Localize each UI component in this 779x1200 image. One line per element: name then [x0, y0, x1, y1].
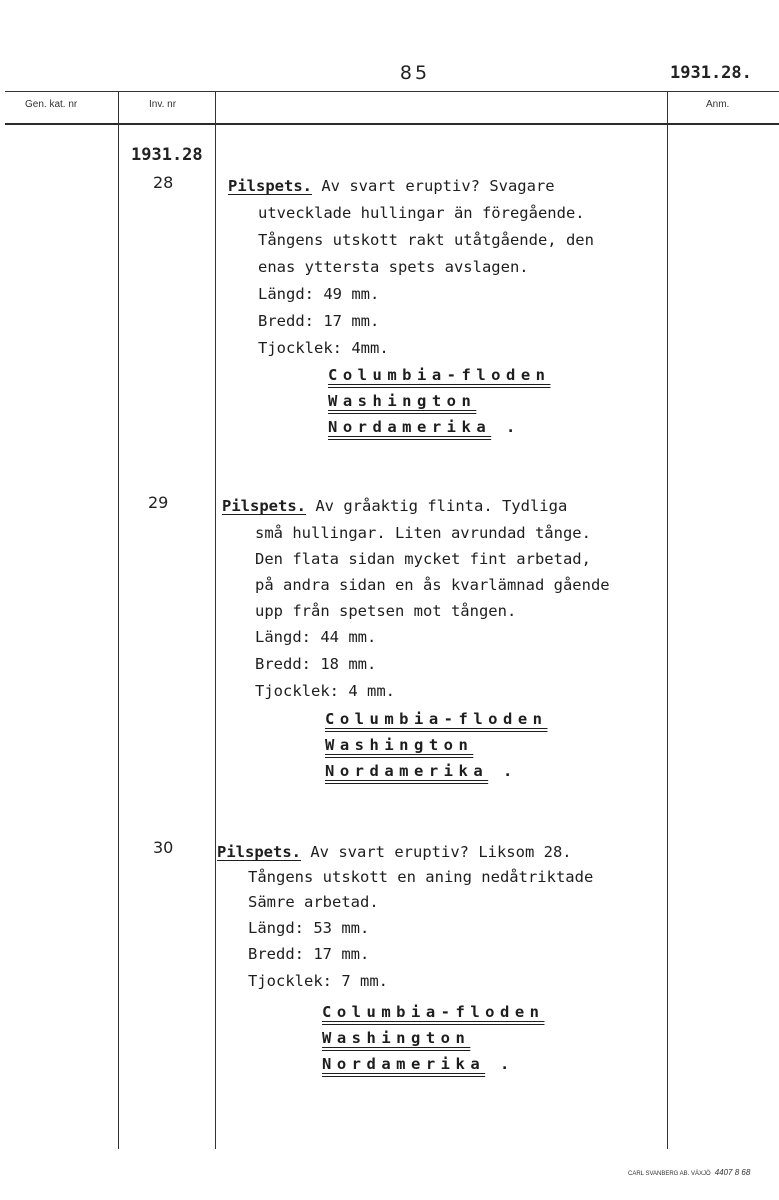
description-line: på andra sidan en ås kvarlämnad gående	[255, 576, 610, 594]
column-header-anm: Anm.	[706, 99, 730, 110]
width-measure: Bredd: 17 mm.	[258, 312, 380, 330]
entry-year: 1931.28	[131, 145, 203, 165]
page-number: 85	[399, 62, 431, 84]
location-river: Columbia-floden	[328, 366, 551, 384]
location-river: Columbia-floden	[322, 1003, 545, 1021]
catalog-reference: 1931.28.	[670, 63, 752, 83]
location-state: Washington	[325, 736, 474, 754]
location-continent: Nordamerika .	[328, 418, 521, 436]
thickness-measure: Tjocklek: 4mm.	[258, 339, 389, 357]
location-continent: Nordamerika .	[325, 762, 518, 780]
length-measure: Längd: 44 mm.	[255, 628, 377, 646]
description-line: utvecklade hullingar än föregående.	[258, 204, 585, 222]
thickness-measure: Tjocklek: 7 mm.	[248, 972, 388, 990]
description-line: små hullingar. Liten avrundad tånge.	[255, 524, 591, 542]
location-state: Washington	[322, 1029, 471, 1047]
entry-title: Pilspets.	[228, 177, 312, 195]
column-header-gen-kat-nr: Gen. kat. nr	[25, 99, 78, 110]
column-divider-gen-kat	[118, 91, 119, 1149]
entry-title: Pilspets.	[222, 497, 306, 515]
location-river: Columbia-floden	[325, 710, 548, 728]
column-divider-inv-nr	[215, 91, 216, 1149]
description-line: Tångens utskott en aning nedåtriktade	[248, 868, 594, 886]
entry-first-line-text: Av svart eruptiv? Liksom 28.	[310, 843, 572, 861]
header-bottom-rule	[5, 123, 779, 125]
entry-first-line-text: Av gråaktig flinta. Tydliga	[315, 497, 568, 515]
entry-first-line	[217, 843, 572, 861]
description-line: Tångens utskott rakt utåtgående, den	[258, 231, 594, 249]
printer-name: CARL SVANBERG AB. VÄXJÖ	[628, 1171, 711, 1177]
entry-title: Pilspets.	[217, 843, 301, 861]
entry-first-line	[222, 497, 567, 515]
entry-first-line	[228, 177, 555, 195]
column-divider-anm	[667, 91, 668, 1149]
entry-number: 30	[153, 838, 174, 857]
header-top-rule	[5, 91, 779, 92]
description-line: Sämre arbetad.	[248, 893, 379, 911]
column-header-inv-nr: Inv. nr	[149, 99, 177, 110]
thickness-measure: Tjocklek: 4 mm.	[255, 682, 395, 700]
form-code: 4407 8 68	[714, 1168, 751, 1177]
entry-number: 28	[153, 173, 174, 192]
entry-number: 29	[148, 493, 169, 512]
location-state: Washington	[328, 392, 477, 410]
length-measure: Längd: 49 mm.	[258, 285, 380, 303]
width-measure: Bredd: 17 mm.	[248, 945, 370, 963]
entry-first-line-text: Av svart eruptiv? Svagare	[321, 177, 555, 195]
printer-imprint	[628, 1168, 750, 1177]
description-line: enas yttersta spets avslagen.	[258, 258, 529, 276]
description-line: Den flata sidan mycket fint arbetad,	[255, 550, 591, 568]
width-measure: Bredd: 18 mm.	[255, 655, 377, 673]
description-line: upp från spetsen mot tången.	[255, 602, 517, 620]
length-measure: Längd: 53 mm.	[248, 919, 370, 937]
location-continent: Nordamerika .	[322, 1055, 515, 1073]
